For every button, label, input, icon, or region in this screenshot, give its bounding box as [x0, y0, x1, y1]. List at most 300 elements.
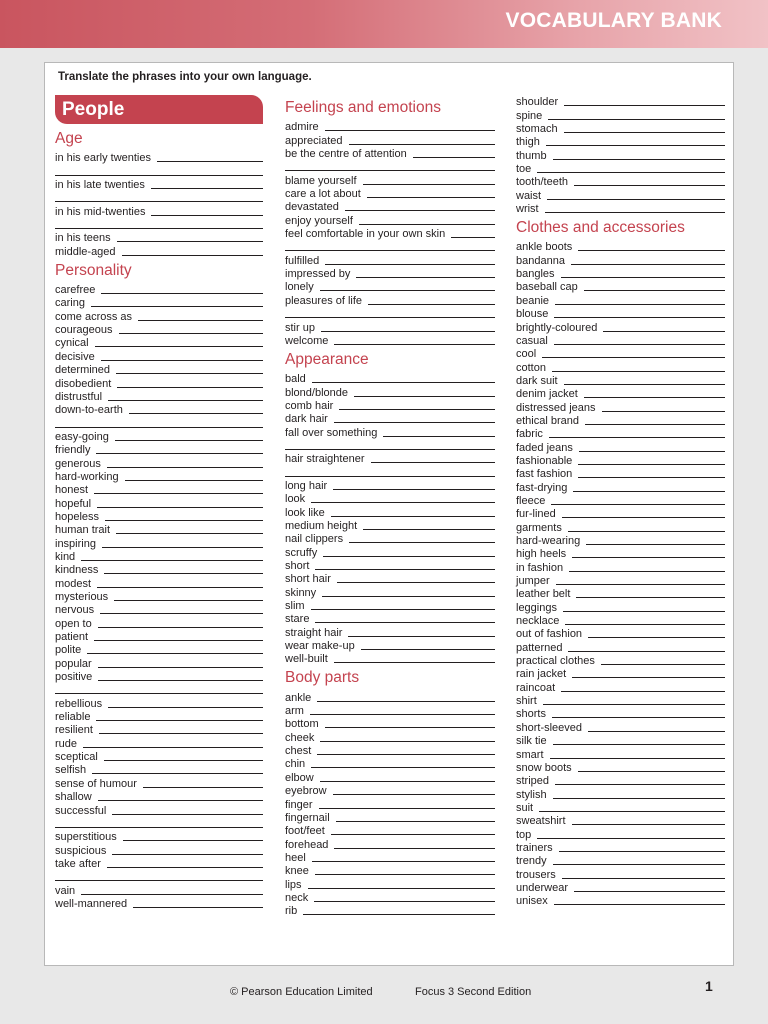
vocab-term: hard-wearing — [516, 535, 581, 547]
vocab-row — [285, 572, 495, 585]
answer-line[interactable] — [322, 590, 495, 597]
answer-line[interactable] — [157, 155, 263, 162]
vocab-term: knee — [285, 865, 309, 878]
answer-line[interactable] — [108, 701, 263, 708]
vocab-term: disobedient — [55, 377, 112, 390]
vocab-row — [516, 787, 725, 800]
answer-line[interactable] — [547, 193, 725, 200]
vocab-term: generous — [55, 457, 101, 470]
vocab-row — [55, 430, 263, 443]
vocab-row — [516, 560, 725, 573]
vocab-row — [285, 744, 495, 757]
vocab-row — [516, 307, 725, 320]
answer-line[interactable] — [579, 445, 725, 452]
answer-line[interactable] — [359, 218, 495, 225]
vocab-term: vain — [55, 884, 76, 897]
answer-line[interactable] — [114, 594, 263, 601]
vocab-row — [516, 720, 725, 733]
answer-line[interactable] — [55, 687, 263, 694]
vocab-row — [55, 390, 263, 403]
vocab-row — [55, 630, 263, 643]
answer-line[interactable] — [117, 235, 263, 242]
answer-line[interactable] — [325, 124, 495, 131]
answer-line[interactable] — [576, 591, 725, 598]
vocab-term: foot/feet — [285, 825, 325, 838]
vocab-term: comb hair — [285, 399, 334, 412]
answer-line[interactable] — [537, 166, 725, 173]
vocab-term: patterned — [516, 641, 563, 654]
vocab-term: distrustful — [55, 390, 103, 403]
answer-line[interactable] — [601, 658, 725, 665]
vocab-term: nervous — [55, 604, 95, 617]
answer-line[interactable] — [101, 354, 263, 361]
vocab-term: hopeless — [55, 510, 100, 523]
answer-line[interactable] — [285, 443, 495, 450]
vocab-row — [285, 267, 495, 280]
answer-line[interactable] — [562, 872, 725, 879]
answer-line[interactable] — [556, 578, 725, 585]
vocab-row — [285, 293, 495, 306]
answer-line[interactable] — [545, 206, 725, 213]
answer-line[interactable] — [98, 794, 263, 801]
vocab-row — [516, 520, 725, 533]
answer-line[interactable] — [97, 501, 263, 508]
vocab-term: ethical brand — [516, 414, 579, 427]
vocab-term: finger — [285, 798, 313, 811]
answer-line[interactable] — [564, 126, 725, 133]
vocab-term: honest — [55, 484, 89, 497]
vocab-row — [285, 652, 495, 665]
answer-line[interactable] — [317, 748, 495, 755]
subsection-heading: Age — [55, 130, 83, 147]
answer-line[interactable] — [585, 418, 725, 425]
answer-line[interactable] — [331, 510, 495, 517]
answer-line[interactable] — [119, 327, 264, 334]
vocab-term: chin — [285, 758, 306, 771]
answer-line[interactable] — [603, 325, 725, 332]
answer-line[interactable] — [537, 832, 725, 839]
answer-line[interactable] — [125, 474, 263, 481]
vocab-row — [285, 120, 495, 133]
blank-answer-row — [55, 870, 263, 883]
vocab-term: wear make-up — [285, 640, 355, 653]
vocab-term: admire — [285, 121, 319, 134]
vocab-term: shallow — [55, 791, 92, 804]
answer-line[interactable] — [551, 498, 725, 505]
answer-line[interactable] — [568, 525, 725, 532]
answer-line[interactable] — [55, 874, 263, 881]
vocab-term: shirt — [516, 695, 537, 708]
vocab-term: sweatshirt — [516, 815, 566, 828]
vocab-row — [55, 736, 263, 749]
answer-line[interactable] — [568, 645, 725, 652]
answer-line[interactable] — [319, 802, 495, 809]
vocab-row — [516, 654, 725, 667]
answer-line[interactable] — [303, 908, 495, 915]
vocab-row — [285, 717, 495, 730]
vocab-term: long hair — [285, 479, 328, 492]
vocab-row — [55, 563, 263, 576]
answer-line[interactable] — [55, 169, 263, 176]
vocab-row — [516, 320, 725, 333]
blank-answer-row — [285, 439, 495, 452]
vocab-term: rain jacket — [516, 668, 567, 681]
blank-answer-row — [285, 240, 495, 253]
answer-line[interactable] — [96, 714, 263, 721]
answer-line[interactable] — [95, 340, 263, 347]
vocab-term: out of fashion — [516, 628, 583, 641]
answer-line[interactable] — [81, 888, 263, 895]
vocab-row — [55, 483, 263, 496]
answer-line[interactable] — [588, 725, 725, 732]
answer-line[interactable] — [325, 721, 495, 728]
answer-line[interactable] — [539, 805, 725, 812]
answer-line[interactable] — [133, 901, 263, 908]
answer-line[interactable] — [572, 671, 725, 678]
answer-line[interactable] — [323, 550, 495, 557]
answer-line[interactable] — [334, 416, 495, 423]
vocab-row — [516, 347, 725, 360]
vocab-row — [516, 280, 725, 293]
answer-line[interactable] — [337, 576, 495, 583]
vocab-row — [55, 178, 263, 191]
answer-line[interactable] — [325, 258, 495, 265]
vocab-row — [285, 227, 495, 240]
answer-line[interactable] — [363, 523, 495, 530]
answer-line[interactable] — [104, 567, 263, 574]
answer-line[interactable] — [349, 138, 496, 145]
answer-line[interactable] — [315, 616, 495, 623]
answer-line[interactable] — [108, 394, 263, 401]
answer-line[interactable] — [102, 541, 263, 548]
answer-line[interactable] — [555, 298, 725, 305]
vocab-row — [516, 867, 725, 880]
answer-line[interactable] — [285, 311, 495, 318]
vocab-term: look — [285, 493, 306, 506]
vocab-row — [285, 585, 495, 598]
answer-line[interactable] — [100, 607, 263, 614]
answer-line[interactable] — [122, 249, 263, 256]
vocab-row — [55, 204, 263, 217]
vocab-row — [285, 187, 495, 200]
answer-line[interactable] — [116, 527, 263, 534]
answer-line[interactable] — [55, 421, 263, 428]
answer-line[interactable] — [105, 514, 263, 521]
vocab-term: practical clothes — [516, 655, 595, 668]
answer-line[interactable] — [315, 563, 495, 570]
vocab-term: fleece — [516, 494, 546, 507]
answer-line[interactable] — [571, 258, 725, 265]
vocab-term: come across as — [55, 310, 133, 323]
section-heading: People — [55, 95, 263, 124]
vocab-term: jumper — [516, 575, 550, 588]
answer-line[interactable] — [91, 300, 263, 307]
answer-line[interactable] — [563, 605, 725, 612]
vocab-row — [285, 399, 495, 412]
answer-line[interactable] — [112, 848, 263, 855]
answer-line[interactable] — [98, 661, 263, 668]
answer-line[interactable] — [107, 461, 263, 468]
vocab-row — [285, 519, 495, 532]
answer-line[interactable] — [92, 767, 263, 774]
answer-line[interactable] — [553, 858, 725, 865]
answer-line[interactable] — [561, 271, 725, 278]
answer-line[interactable] — [334, 842, 495, 849]
vocab-term: striped — [516, 775, 550, 788]
answer-line[interactable] — [543, 698, 725, 705]
vocab-term: fashionable — [516, 454, 573, 467]
answer-line[interactable] — [559, 845, 725, 852]
answer-line[interactable] — [96, 447, 263, 454]
vocab-term: pleasures of life — [285, 294, 363, 307]
vocab-term: elbow — [285, 771, 314, 784]
answer-line[interactable] — [578, 458, 725, 465]
vocab-row — [285, 837, 495, 850]
answer-line[interactable] — [451, 231, 495, 238]
answer-line[interactable] — [348, 630, 495, 637]
answer-line[interactable] — [546, 139, 725, 146]
vocab-row — [516, 640, 725, 653]
vocab-term: top — [516, 828, 532, 841]
vocab-term: brightly-coloured — [516, 321, 598, 334]
answer-line[interactable] — [368, 298, 495, 305]
answer-line[interactable] — [578, 765, 725, 772]
vocab-row — [285, 280, 495, 293]
answer-line[interactable] — [586, 538, 725, 545]
vocab-row — [55, 349, 263, 362]
answer-line[interactable] — [572, 551, 725, 558]
vocab-row — [516, 587, 725, 600]
answer-line[interactable] — [339, 403, 495, 410]
vocab-term: cynical — [55, 337, 89, 350]
answer-line[interactable] — [584, 391, 725, 398]
answer-line[interactable] — [285, 470, 495, 477]
answer-line[interactable] — [333, 788, 495, 795]
vocab-term: cheek — [285, 731, 315, 744]
vocab-term: eyebrow — [285, 785, 327, 798]
answer-line[interactable] — [550, 752, 726, 759]
vocab-row — [516, 694, 725, 707]
header-bar — [0, 0, 768, 48]
vocab-term: fabric — [516, 428, 543, 441]
answer-line[interactable] — [83, 741, 263, 748]
vocab-term: medium height — [285, 519, 358, 532]
answer-line[interactable] — [99, 727, 263, 734]
answer-line[interactable] — [584, 284, 725, 291]
answer-line[interactable] — [285, 164, 495, 171]
vocab-row — [285, 147, 495, 160]
answer-line[interactable] — [55, 195, 263, 202]
answer-line[interactable] — [564, 378, 725, 385]
answer-line[interactable] — [333, 483, 495, 490]
vocab-term: in his mid-twenties — [55, 205, 146, 218]
blank-answer-row — [55, 416, 263, 429]
vocab-row — [55, 883, 263, 896]
answer-line[interactable] — [553, 153, 725, 160]
answer-line[interactable] — [561, 685, 725, 692]
answer-line[interactable] — [151, 209, 263, 216]
answer-line[interactable] — [311, 603, 495, 610]
answer-line[interactable] — [383, 430, 495, 437]
vocab-row — [55, 590, 263, 603]
vocab-term: skinny — [285, 586, 317, 599]
answer-line[interactable] — [55, 821, 263, 828]
answer-line[interactable] — [564, 99, 725, 106]
vocab-row — [285, 505, 495, 518]
answer-line[interactable] — [311, 496, 495, 503]
answer-line[interactable] — [367, 191, 495, 198]
vocab-term: blond/blonde — [285, 386, 349, 399]
vocab-term: toe — [516, 163, 532, 176]
answer-line[interactable] — [354, 390, 495, 397]
answer-line[interactable] — [562, 511, 725, 518]
vocab-row — [516, 827, 725, 840]
answer-line[interactable] — [98, 674, 263, 681]
vocab-row — [516, 547, 725, 560]
blank-answer-row — [55, 817, 263, 830]
answer-line[interactable] — [363, 178, 495, 185]
vocab-term: caring — [55, 297, 85, 310]
answer-line[interactable] — [553, 738, 725, 745]
vocab-term: devastated — [285, 201, 339, 214]
answer-line[interactable] — [311, 761, 495, 768]
vocab-row — [55, 897, 263, 910]
answer-line[interactable] — [588, 631, 725, 638]
vocab-row — [55, 296, 263, 309]
answer-line[interactable] — [314, 895, 495, 902]
answer-line[interactable] — [115, 434, 263, 441]
answer-line[interactable] — [578, 471, 725, 478]
answer-line[interactable] — [331, 828, 495, 835]
answer-line[interactable] — [285, 244, 495, 251]
vocab-term: popular — [55, 657, 92, 670]
answer-line[interactable] — [336, 815, 495, 822]
vocab-term: suspicious — [55, 844, 107, 857]
vocab-term: chest — [285, 745, 312, 758]
vocab-row — [285, 372, 495, 385]
answer-line[interactable] — [554, 338, 725, 345]
answer-line[interactable] — [602, 405, 726, 412]
vocab-term: fall over something — [285, 426, 378, 439]
answer-line[interactable] — [94, 487, 263, 494]
answer-line[interactable] — [117, 381, 263, 388]
answer-line[interactable] — [101, 287, 263, 294]
answer-line[interactable] — [317, 695, 495, 702]
answer-line[interactable] — [320, 775, 495, 782]
vocab-term: down-to-earth — [55, 404, 123, 417]
answer-line[interactable] — [573, 485, 725, 492]
vocab-term: in his late twenties — [55, 179, 145, 192]
vocab-term: smart — [516, 748, 544, 761]
vocab-term: high heels — [516, 548, 567, 561]
answer-line[interactable] — [308, 882, 495, 889]
answer-line[interactable] — [554, 898, 725, 905]
vocab-row — [55, 470, 263, 483]
answer-line[interactable] — [361, 643, 495, 650]
vocab-term: cotton — [516, 361, 546, 374]
answer-line[interactable] — [572, 818, 725, 825]
blank-answer-row — [285, 465, 495, 478]
answer-line[interactable] — [315, 868, 495, 875]
vocab-term: rib — [285, 905, 298, 918]
answer-line[interactable] — [549, 431, 725, 438]
vocab-term: trendy — [516, 855, 547, 868]
vocab-row — [285, 690, 495, 703]
vocab-row — [285, 612, 495, 625]
answer-line[interactable] — [553, 792, 725, 799]
vocab-term: shorts — [516, 708, 546, 721]
vocab-term: sceptical — [55, 751, 98, 764]
answer-line[interactable] — [129, 407, 263, 414]
vocab-term: kindness — [55, 564, 99, 577]
answer-line[interactable] — [334, 656, 495, 663]
answer-line[interactable] — [312, 855, 495, 862]
answer-line[interactable] — [320, 284, 495, 291]
answer-line[interactable] — [548, 113, 725, 120]
answer-line[interactable] — [116, 367, 263, 374]
answer-line[interactable] — [574, 179, 725, 186]
vocab-row — [516, 202, 725, 215]
vocab-term: leggings — [516, 601, 557, 614]
answer-line[interactable] — [356, 271, 495, 278]
answer-line[interactable] — [107, 861, 263, 868]
answer-line[interactable] — [55, 222, 263, 229]
vocab-row — [285, 639, 495, 652]
vocab-term: ankle boots — [516, 241, 573, 254]
vocab-row — [516, 467, 725, 480]
answer-line[interactable] — [321, 325, 495, 332]
answer-line[interactable] — [569, 565, 725, 572]
vocab-row — [285, 811, 495, 824]
answer-line[interactable] — [320, 735, 495, 742]
answer-line[interactable] — [310, 708, 495, 715]
vocab-term: slim — [285, 600, 305, 613]
answer-line[interactable] — [143, 781, 263, 788]
page-title: VOCABULARY BANK — [505, 9, 722, 32]
answer-line[interactable] — [87, 647, 263, 654]
vocab-row — [285, 625, 495, 638]
answer-line[interactable] — [371, 456, 496, 463]
answer-line[interactable] — [578, 244, 725, 251]
answer-line[interactable] — [334, 338, 495, 345]
answer-line[interactable] — [413, 151, 495, 158]
answer-line[interactable] — [98, 621, 263, 628]
answer-line[interactable] — [312, 376, 495, 383]
vocab-row — [516, 774, 725, 787]
answer-line[interactable] — [138, 314, 263, 321]
vocab-term: open to — [55, 617, 92, 630]
answer-line[interactable] — [81, 554, 263, 561]
answer-line[interactable] — [574, 885, 725, 892]
answer-line[interactable] — [554, 311, 725, 318]
answer-line[interactable] — [112, 808, 263, 815]
vocab-term: rude — [55, 737, 78, 750]
answer-line[interactable] — [123, 834, 263, 841]
answer-line[interactable] — [104, 754, 263, 761]
vocab-row — [516, 122, 725, 135]
answer-line[interactable] — [151, 182, 263, 189]
answer-line[interactable] — [94, 634, 263, 641]
answer-line[interactable] — [552, 365, 725, 372]
answer-line[interactable] — [97, 581, 263, 588]
answer-line[interactable] — [349, 536, 495, 543]
answer-line[interactable] — [345, 204, 495, 211]
vocab-row — [285, 599, 495, 612]
answer-line[interactable] — [552, 711, 725, 718]
answer-line[interactable] — [555, 778, 725, 785]
answer-line[interactable] — [565, 618, 725, 625]
answer-line[interactable] — [542, 351, 725, 358]
